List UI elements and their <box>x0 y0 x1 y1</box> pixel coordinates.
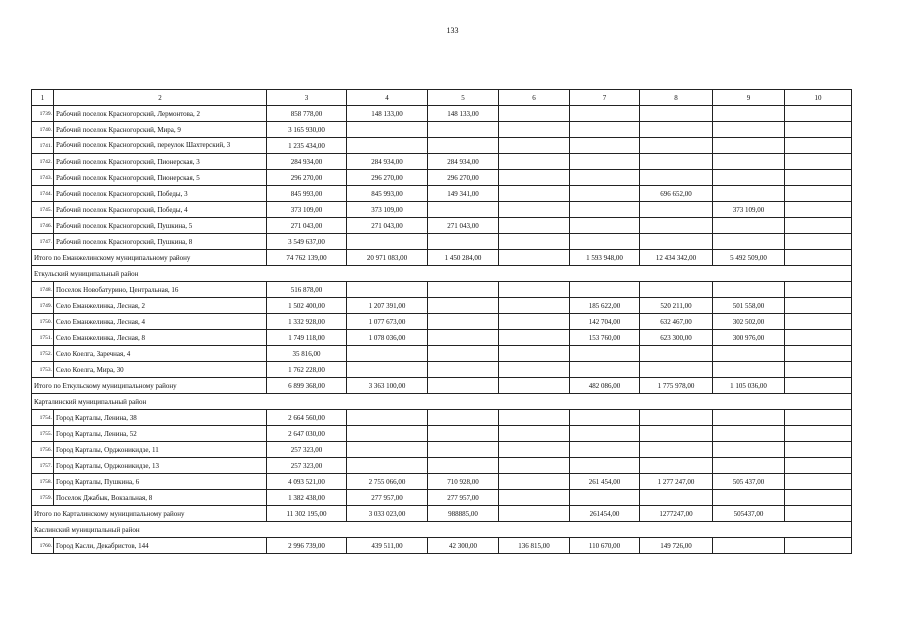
value-cell <box>785 362 852 378</box>
value-cell <box>785 506 852 522</box>
value-cell <box>499 330 570 346</box>
value-cell: 1 775 978,00 <box>640 378 713 394</box>
value-cell: 153 760,00 <box>570 330 640 346</box>
address-cell: Рабочий поселок Красногорский, Победы, 4 <box>54 202 267 218</box>
value-cell: 373 109,00 <box>347 202 428 218</box>
table-row <box>32 234 852 250</box>
section-row <box>32 522 852 538</box>
value-cell <box>785 474 852 490</box>
value-cell <box>499 442 570 458</box>
column-header: 7 <box>570 90 640 106</box>
value-cell <box>499 474 570 490</box>
value-cell: 501 558,00 <box>713 298 785 314</box>
value-cell <box>499 298 570 314</box>
column-header: 9 <box>713 90 785 106</box>
address-cell: Город Карталы, Орджоникидзе, 11 <box>54 442 267 458</box>
value-cell <box>499 250 570 266</box>
value-cell: 142 704,00 <box>570 314 640 330</box>
table-row <box>32 122 852 138</box>
address-cell: Село Еманжелинка, Лесная, 4 <box>54 314 267 330</box>
value-cell <box>785 298 852 314</box>
address-cell: Село Еманжелинка, Лесная, 8 <box>54 330 267 346</box>
address-cell: Город Карталы, Ленина, 52 <box>54 426 267 442</box>
row-number: 1740. <box>32 122 54 138</box>
table-row <box>32 138 852 154</box>
table-row <box>32 282 852 298</box>
row-number: 1751. <box>32 330 54 346</box>
value-cell <box>347 282 428 298</box>
table-row <box>32 346 852 362</box>
value-cell <box>570 202 640 218</box>
value-cell: 1 450 284,00 <box>428 250 499 266</box>
page-number: 133 <box>446 26 459 35</box>
value-cell: 1 235 434,00 <box>267 138 347 154</box>
column-header: 4 <box>347 90 428 106</box>
value-cell <box>640 202 713 218</box>
address-cell: Город Карталы, Пушкина, 6 <box>54 474 267 490</box>
value-cell <box>428 138 499 154</box>
column-header: 1 <box>32 90 54 106</box>
value-cell <box>499 346 570 362</box>
value-cell: 3 033 023,00 <box>347 506 428 522</box>
row-number: 1748. <box>32 282 54 298</box>
value-cell <box>713 106 785 122</box>
value-cell: 1 502 400,00 <box>267 298 347 314</box>
value-cell: 35 816,00 <box>267 346 347 362</box>
value-cell: 1 078 036,00 <box>347 330 428 346</box>
table-row <box>32 490 852 506</box>
address-cell: Село Еманжелинка, Лесная, 2 <box>54 298 267 314</box>
address-cell: Село Коелга, Заречная, 4 <box>54 346 267 362</box>
total-label: Итого по Еткульскому муниципальному району <box>32 378 267 394</box>
value-cell <box>499 490 570 506</box>
value-cell: 482 086,00 <box>570 378 640 394</box>
value-cell <box>428 202 499 218</box>
value-cell: 520 211,00 <box>640 298 713 314</box>
table-row <box>32 426 852 442</box>
value-cell: 710 928,00 <box>428 474 499 490</box>
value-cell <box>785 538 852 554</box>
row-number: 1754. <box>32 410 54 426</box>
value-cell: 20 971 083,00 <box>347 250 428 266</box>
table-row <box>32 458 852 474</box>
value-cell <box>499 426 570 442</box>
value-cell: 623 300,00 <box>640 330 713 346</box>
value-cell <box>428 330 499 346</box>
value-cell <box>570 426 640 442</box>
table-row <box>32 186 852 202</box>
value-cell <box>785 426 852 442</box>
value-cell <box>499 202 570 218</box>
row-number: 1752. <box>32 346 54 362</box>
value-cell: 271 043,00 <box>267 218 347 234</box>
row-number: 1742. <box>32 154 54 170</box>
value-cell <box>713 138 785 154</box>
row-number: 1747. <box>32 234 54 250</box>
value-cell <box>640 410 713 426</box>
value-cell <box>640 122 713 138</box>
value-cell <box>785 490 852 506</box>
value-cell: 74 762 139,00 <box>267 250 347 266</box>
value-cell <box>499 106 570 122</box>
row-number: 1758. <box>32 474 54 490</box>
value-cell <box>499 170 570 186</box>
value-cell: 284 934,00 <box>267 154 347 170</box>
value-cell <box>570 362 640 378</box>
row-number: 1759. <box>32 490 54 506</box>
value-cell <box>428 410 499 426</box>
value-cell <box>785 410 852 426</box>
value-cell: 42 300,00 <box>428 538 499 554</box>
value-cell: 257 323,00 <box>267 458 347 474</box>
value-cell <box>428 378 499 394</box>
value-cell <box>499 362 570 378</box>
value-cell <box>785 442 852 458</box>
row-number: 1753. <box>32 362 54 378</box>
value-cell <box>713 218 785 234</box>
value-cell <box>713 186 785 202</box>
value-cell: 277 957,00 <box>428 490 499 506</box>
section-title: Каслинский муниципальный район <box>32 522 852 538</box>
section-row <box>32 266 852 282</box>
address-cell: Рабочий поселок Красногорский, Пушкина, 8 <box>54 234 267 250</box>
value-cell <box>713 410 785 426</box>
value-cell: 373 109,00 <box>267 202 347 218</box>
total-label: Итого по Еманжелинскому муниципальному району <box>32 250 267 266</box>
value-cell: 1277247,00 <box>640 506 713 522</box>
value-cell <box>785 122 852 138</box>
value-cell <box>570 186 640 202</box>
row-number: 1755. <box>32 426 54 442</box>
value-cell: 696 652,00 <box>640 186 713 202</box>
value-cell: 5 492 509,00 <box>713 250 785 266</box>
value-cell <box>428 122 499 138</box>
value-cell <box>713 538 785 554</box>
value-cell: 439 511,00 <box>347 538 428 554</box>
value-cell <box>785 106 852 122</box>
value-cell <box>499 378 570 394</box>
value-cell: 296 270,00 <box>428 170 499 186</box>
value-cell <box>499 282 570 298</box>
column-header: 3 <box>267 90 347 106</box>
address-cell: Рабочий поселок Красногорский, Пионерская, 3 <box>54 154 267 170</box>
table-header-row <box>32 90 852 106</box>
value-cell: 516 878,00 <box>267 282 347 298</box>
value-cell <box>347 442 428 458</box>
address-cell: Рабочий поселок Красногорский, Пушкина, 5 <box>54 218 267 234</box>
value-cell <box>499 234 570 250</box>
value-cell <box>785 154 852 170</box>
value-cell: 858 778,00 <box>267 106 347 122</box>
value-cell <box>570 122 640 138</box>
value-cell <box>713 362 785 378</box>
value-cell: 988885,00 <box>428 506 499 522</box>
value-cell: 284 934,00 <box>347 154 428 170</box>
value-cell <box>428 442 499 458</box>
value-cell: 148 133,00 <box>428 106 499 122</box>
value-cell <box>713 490 785 506</box>
value-cell: 2 996 739,00 <box>267 538 347 554</box>
value-cell <box>428 426 499 442</box>
value-cell <box>570 490 640 506</box>
value-cell <box>640 490 713 506</box>
section-row <box>32 394 852 410</box>
value-cell <box>499 506 570 522</box>
column-header: 10 <box>785 90 852 106</box>
row-number: 1741. <box>32 138 54 154</box>
section-title: Еткульский муниципальный район <box>32 266 852 282</box>
address-cell: Рабочий поселок Красногорский, Мира, 9 <box>54 122 267 138</box>
value-cell <box>347 426 428 442</box>
value-cell <box>713 170 785 186</box>
row-number: 1757. <box>32 458 54 474</box>
value-cell <box>640 218 713 234</box>
value-cell: 277 957,00 <box>347 490 428 506</box>
table-row <box>32 442 852 458</box>
value-cell <box>347 138 428 154</box>
value-cell <box>713 234 785 250</box>
value-cell <box>499 122 570 138</box>
value-cell <box>570 218 640 234</box>
table-row <box>32 330 852 346</box>
table-row <box>32 314 852 330</box>
value-cell: 845 993,00 <box>267 186 347 202</box>
value-cell <box>428 234 499 250</box>
section-title: Карталинский муниципальный район <box>32 394 852 410</box>
table-row <box>32 298 852 314</box>
address-cell: Рабочий поселок Красногорский, Лермонтова, 2 <box>54 106 267 122</box>
table-row <box>32 106 852 122</box>
value-cell <box>428 282 499 298</box>
value-cell <box>570 458 640 474</box>
value-cell <box>785 138 852 154</box>
value-cell: 149 341,00 <box>428 186 499 202</box>
value-cell <box>640 170 713 186</box>
total-row <box>32 378 852 394</box>
address-cell: Поселок Джабык, Вокзальная, 8 <box>54 490 267 506</box>
value-cell <box>785 234 852 250</box>
value-cell <box>640 346 713 362</box>
value-cell: 302 502,00 <box>713 314 785 330</box>
value-cell: 2 647 030,00 <box>267 426 347 442</box>
value-cell <box>785 202 852 218</box>
value-cell <box>499 218 570 234</box>
value-cell: 3 165 930,00 <box>267 122 347 138</box>
value-cell <box>785 218 852 234</box>
row-number: 1746. <box>32 218 54 234</box>
value-cell: 1 593 948,00 <box>570 250 640 266</box>
value-cell <box>570 442 640 458</box>
value-cell: 1 762 228,00 <box>267 362 347 378</box>
value-cell: 136 815,00 <box>499 538 570 554</box>
value-cell <box>785 282 852 298</box>
value-cell <box>713 458 785 474</box>
value-cell: 11 302 195,00 <box>267 506 347 522</box>
value-cell <box>640 458 713 474</box>
value-cell: 845 993,00 <box>347 186 428 202</box>
row-number: 1744. <box>32 186 54 202</box>
value-cell <box>785 458 852 474</box>
value-cell <box>428 458 499 474</box>
value-cell: 257 323,00 <box>267 442 347 458</box>
value-cell <box>499 138 570 154</box>
budget-table <box>31 89 852 554</box>
value-cell: 2 755 066,00 <box>347 474 428 490</box>
value-cell <box>570 282 640 298</box>
value-cell <box>570 170 640 186</box>
address-cell: Село Коелга, Мира, 30 <box>54 362 267 378</box>
value-cell: 110 670,00 <box>570 538 640 554</box>
value-cell <box>713 282 785 298</box>
value-cell <box>499 314 570 330</box>
value-cell <box>785 330 852 346</box>
value-cell <box>640 234 713 250</box>
value-cell: 505 437,00 <box>713 474 785 490</box>
value-cell: 1 382 438,00 <box>267 490 347 506</box>
row-number: 1750. <box>32 314 54 330</box>
value-cell: 149 726,00 <box>640 538 713 554</box>
value-cell: 505437,00 <box>713 506 785 522</box>
value-cell <box>640 442 713 458</box>
value-cell: 1 277 247,00 <box>640 474 713 490</box>
row-number: 1756. <box>32 442 54 458</box>
column-header: 6 <box>499 90 570 106</box>
table-row <box>32 154 852 170</box>
total-label: Итого по Карталинскому муниципальному району <box>32 506 267 522</box>
value-cell: 1 207 391,00 <box>347 298 428 314</box>
value-cell <box>428 346 499 362</box>
value-cell: 2 664 560,00 <box>267 410 347 426</box>
table-row <box>32 410 852 426</box>
value-cell <box>499 410 570 426</box>
value-cell <box>570 346 640 362</box>
value-cell <box>785 378 852 394</box>
value-cell <box>570 234 640 250</box>
row-number: 1745. <box>32 202 54 218</box>
value-cell: 6 899 368,00 <box>267 378 347 394</box>
value-cell <box>499 154 570 170</box>
total-row <box>32 250 852 266</box>
value-cell <box>347 346 428 362</box>
value-cell: 284 934,00 <box>428 154 499 170</box>
value-cell: 271 043,00 <box>428 218 499 234</box>
value-cell <box>713 122 785 138</box>
value-cell: 261454,00 <box>570 506 640 522</box>
value-cell <box>347 458 428 474</box>
value-cell <box>499 458 570 474</box>
table-row <box>32 202 852 218</box>
value-cell <box>640 362 713 378</box>
table-row <box>32 170 852 186</box>
value-cell <box>713 346 785 362</box>
value-cell: 271 043,00 <box>347 218 428 234</box>
value-cell <box>428 314 499 330</box>
value-cell: 632 467,00 <box>640 314 713 330</box>
row-number: 1760. <box>32 538 54 554</box>
address-cell: Город Карталы, Орджоникидзе, 13 <box>54 458 267 474</box>
table-row <box>32 538 852 554</box>
value-cell <box>785 170 852 186</box>
value-cell: 261 454,00 <box>570 474 640 490</box>
row-number: 1739. <box>32 106 54 122</box>
value-cell <box>713 426 785 442</box>
value-cell: 1 077 673,00 <box>347 314 428 330</box>
value-cell <box>785 314 852 330</box>
column-header: 5 <box>428 90 499 106</box>
address-cell: Рабочий поселок Красногорский, Победы, 3 <box>54 186 267 202</box>
value-cell: 300 976,00 <box>713 330 785 346</box>
value-cell <box>713 154 785 170</box>
value-cell <box>570 154 640 170</box>
value-cell: 12 434 342,00 <box>640 250 713 266</box>
address-cell: Город Касли, Декабристов, 144 <box>54 538 267 554</box>
value-cell <box>347 122 428 138</box>
value-cell <box>347 362 428 378</box>
value-cell <box>570 138 640 154</box>
value-cell: 4 093 521,00 <box>267 474 347 490</box>
address-cell: Рабочий поселок Красногорский, переулок Шахтерский, 3 <box>54 138 267 154</box>
table-row <box>32 474 852 490</box>
value-cell: 373 109,00 <box>713 202 785 218</box>
value-cell <box>640 154 713 170</box>
value-cell <box>785 346 852 362</box>
total-row <box>32 506 852 522</box>
value-cell: 185 622,00 <box>570 298 640 314</box>
address-cell: Рабочий поселок Красногорский, Пионерская, 5 <box>54 170 267 186</box>
address-cell: Поселок Новобатурино, Центральная, 16 <box>54 282 267 298</box>
value-cell <box>785 250 852 266</box>
value-cell: 148 133,00 <box>347 106 428 122</box>
value-cell: 3 363 100,00 <box>347 378 428 394</box>
value-cell <box>570 106 640 122</box>
value-cell <box>785 186 852 202</box>
row-number: 1749. <box>32 298 54 314</box>
table-row <box>32 362 852 378</box>
column-header: 8 <box>640 90 713 106</box>
table-row <box>32 218 852 234</box>
value-cell <box>428 298 499 314</box>
value-cell <box>713 442 785 458</box>
value-cell <box>640 138 713 154</box>
value-cell <box>570 410 640 426</box>
value-cell <box>640 282 713 298</box>
value-cell <box>347 410 428 426</box>
value-cell: 1 105 036,00 <box>713 378 785 394</box>
value-cell: 1 749 118,00 <box>267 330 347 346</box>
value-cell <box>428 362 499 378</box>
value-cell: 296 270,00 <box>347 170 428 186</box>
value-cell <box>640 426 713 442</box>
row-number: 1743. <box>32 170 54 186</box>
value-cell <box>499 186 570 202</box>
value-cell: 3 549 637,00 <box>267 234 347 250</box>
value-cell: 1 332 928,00 <box>267 314 347 330</box>
value-cell <box>640 106 713 122</box>
value-cell <box>347 234 428 250</box>
column-header: 2 <box>54 90 267 106</box>
address-cell: Город Карталы, Ленина, 38 <box>54 410 267 426</box>
value-cell: 296 270,00 <box>267 170 347 186</box>
